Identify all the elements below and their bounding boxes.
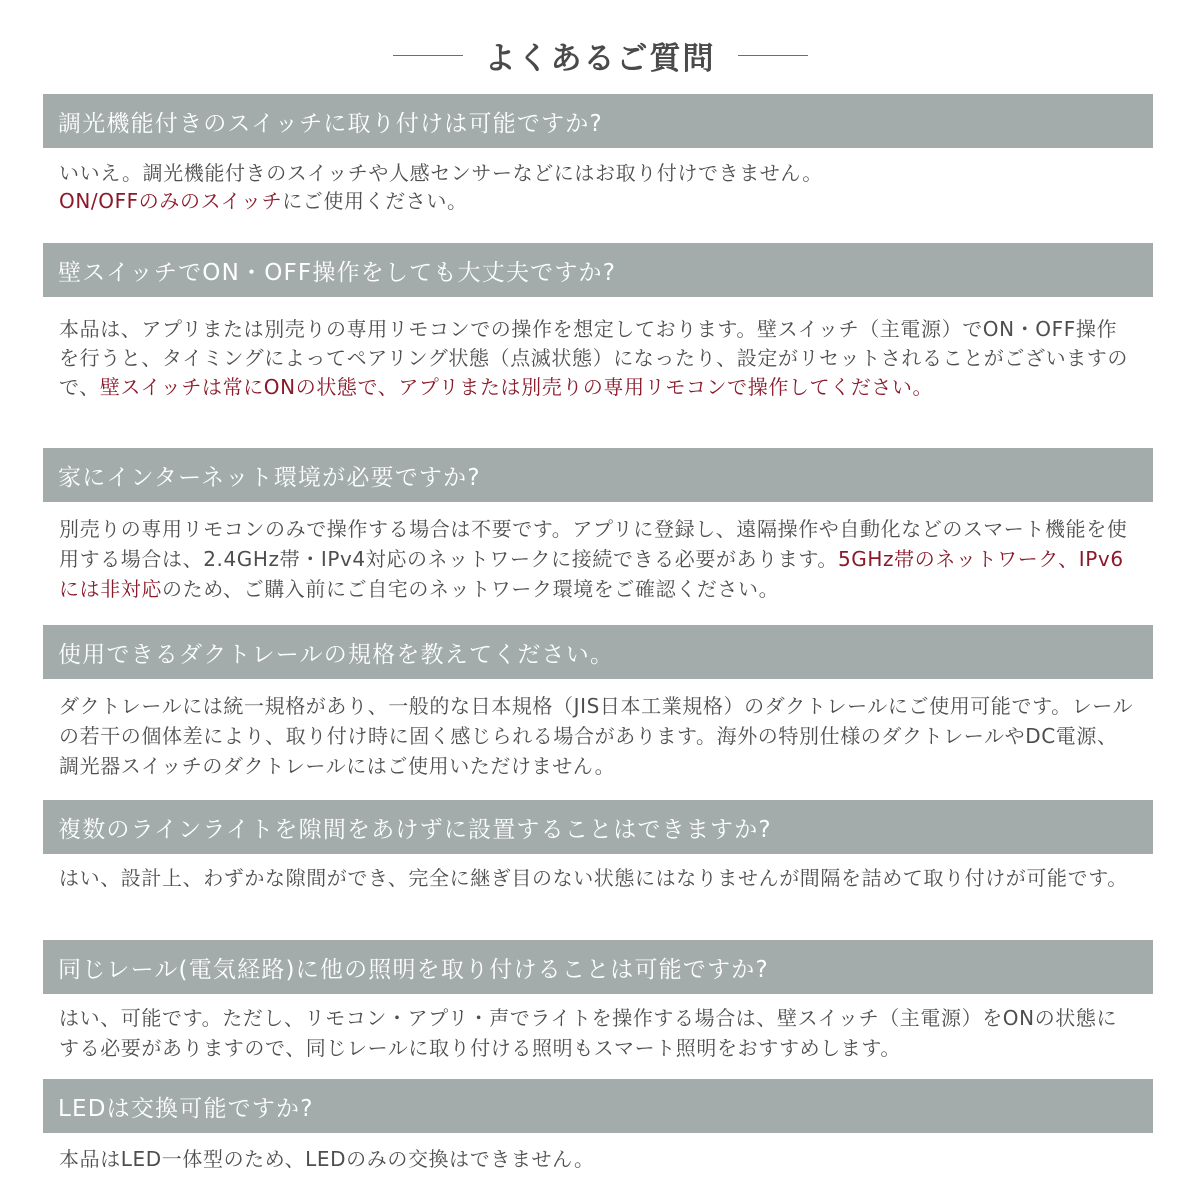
faq-item	[43, 800, 1153, 893]
answer-highlight: 壁スイッチは常にONの状態で、アプリまたは別売りの専用リモコンで操作してください。	[99, 375, 934, 399]
faq-answer	[43, 679, 1153, 781]
faq-item	[43, 1079, 1153, 1173]
faq-answer	[43, 1133, 1153, 1173]
faq-question: LEDは交換可能ですか?	[43, 1079, 1153, 1133]
answer-highlight: ON/OFFのみのスイッチ	[59, 189, 283, 213]
answer-text: いいえ。調光機能付きのスイッチや人感センサーなどにはお取り付けできません。	[59, 161, 823, 185]
title-divider-right	[738, 55, 808, 56]
faq-item	[43, 243, 1153, 402]
answer-text: のため、ご購入前にご自宅のネットワーク環境をご確認ください。	[162, 577, 780, 601]
page-header	[0, 30, 1200, 80]
faq-answer	[43, 148, 1153, 215]
page-title: よくあるご質問	[484, 40, 716, 77]
faq-item	[43, 448, 1153, 604]
answer-text: 別売りの専用リモコンのみで操作する場合は不要です。アプリに登録し、遠隔操作や自動化などのスマート機能を使用する場合は、2.4GHz帯・IPv4対応のネットワークに接続できる必要があります。	[59, 517, 1128, 571]
answer-text: はい、可能です。ただし、リモコン・アプリ・声でライトを操作する場合は、壁スイッチ（主電源）をONの状態にする必要がありますので、同じレールに取り付ける照明もスマート照明をおすすめします。	[59, 1006, 1118, 1060]
answer-text: ダクトレールには統一規格があり、一般的な日本規格（JIS日本工業規格）のダクトレールにご使用可能です。レールの若干の個体差により、取り付け時に固く感じられる場合があります。海外の特別仕様のダクトレールやDC電源、調光器スイッチのダクトレールにはご使用いただけません。	[59, 694, 1134, 778]
faq-question: 調光機能付きのスイッチに取り付けは可能ですか?	[43, 94, 1153, 148]
faq-answer	[43, 854, 1153, 893]
answer-text: 本品はLED一体型のため、LEDのみの交換はできません。	[59, 1147, 595, 1171]
faq-answer	[43, 994, 1153, 1063]
faq-answer	[43, 297, 1153, 402]
title-divider-left	[393, 55, 463, 56]
faq-item	[43, 625, 1153, 781]
answer-text: にご使用ください。	[282, 189, 468, 213]
faq-answer	[43, 502, 1153, 604]
faq-question: 家にインターネット環境が必要ですか?	[43, 448, 1153, 502]
faq-item	[43, 940, 1153, 1063]
answer-highlight: 5GHz帯のネットワーク、IPv6には非対応	[59, 547, 1124, 601]
answer-text: はい、設計上、わずかな隙間ができ、完全に継ぎ目のない状態にはなりませんが間隔を詰めて取り付けが可能です。	[59, 866, 1128, 890]
faq-question: 同じレール(電気経路)に他の照明を取り付けることは可能ですか?	[43, 940, 1153, 994]
faq-question: 壁スイッチでON・OFF操作をしても大丈夫ですか?	[43, 243, 1153, 297]
faq-question: 複数のラインライトを隙間をあけずに設置することはできますか?	[43, 800, 1153, 854]
faq-item	[43, 94, 1153, 215]
answer-text: 本品は、アプリまたは別売りの専用リモコンでの操作を想定しております。壁スイッチ（主電源）でON・OFF操作を行うと、タイミングによってペアリング状態（点滅状態）になったり、設定がリセットされることがございますので、	[59, 317, 1128, 399]
faq-question: 使用できるダクトレールの規格を教えてください。	[43, 625, 1153, 679]
